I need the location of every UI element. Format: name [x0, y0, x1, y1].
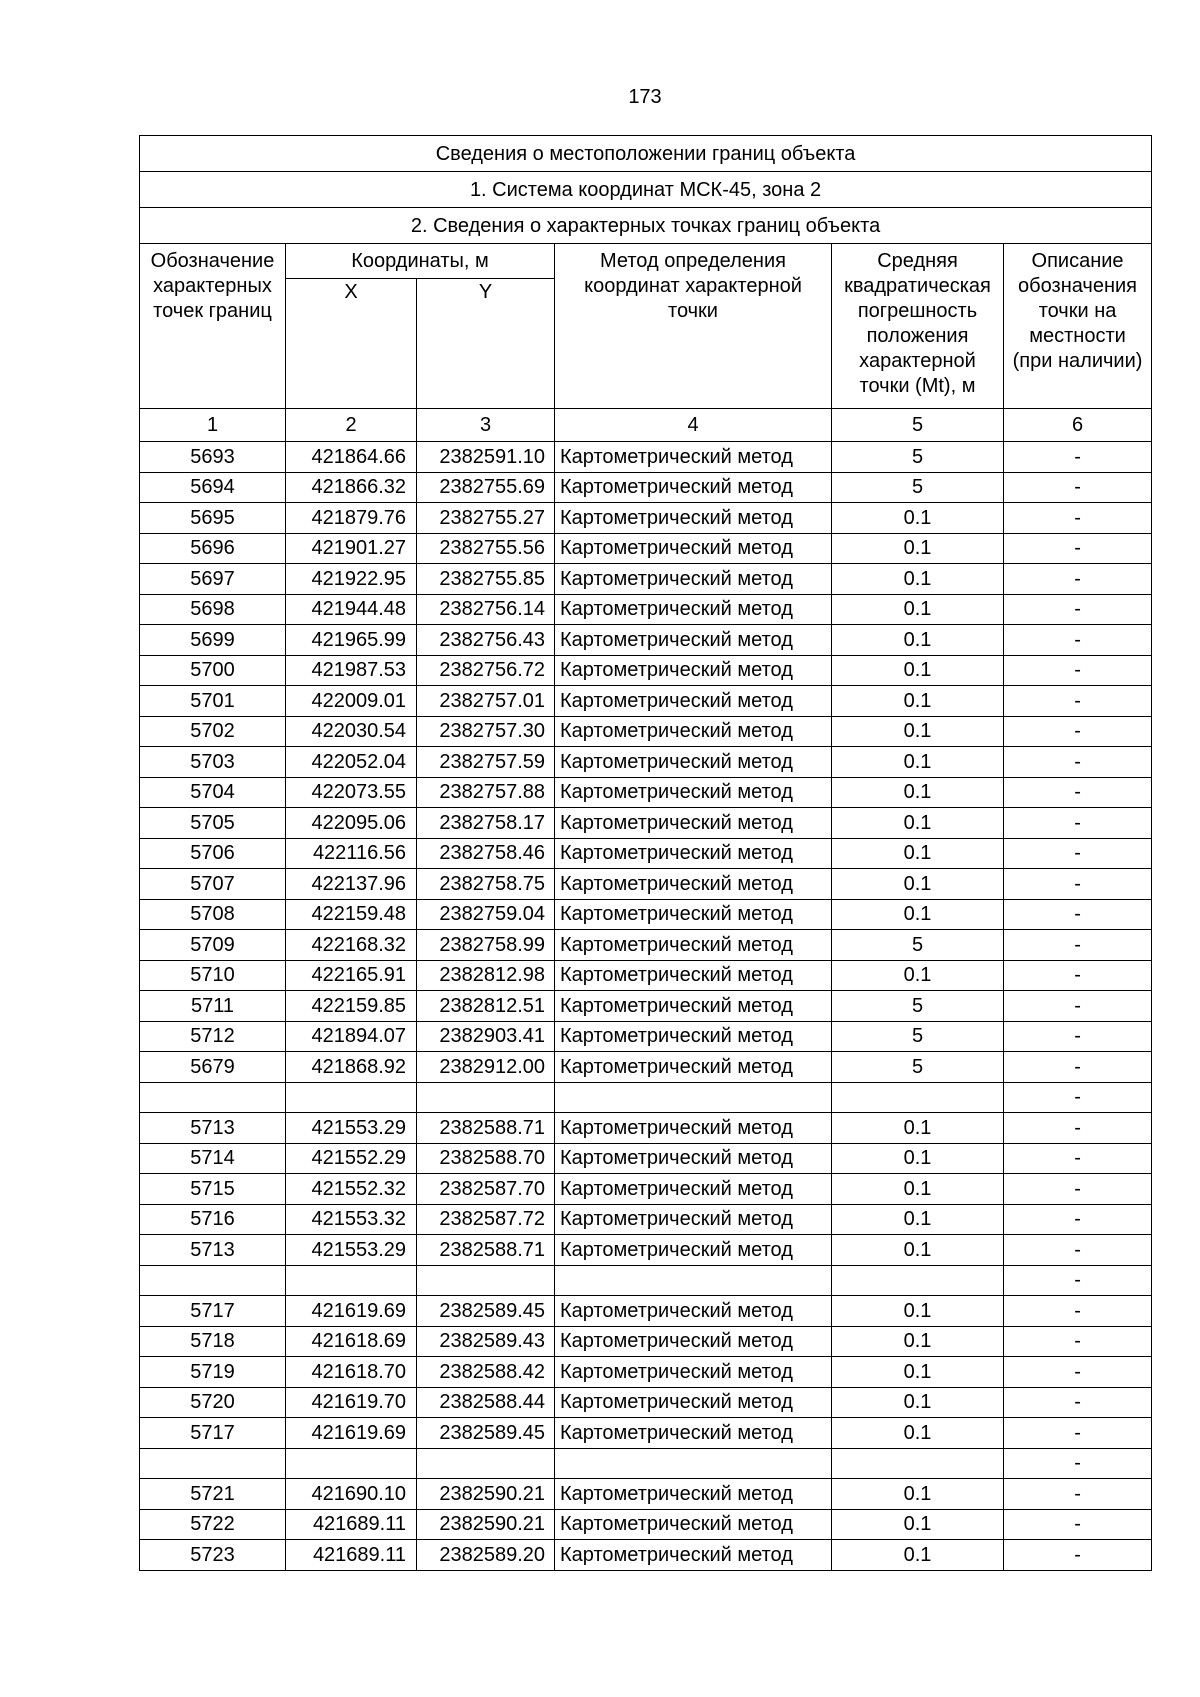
x-coordinate-cell: 422095.06	[286, 808, 417, 839]
x-coordinate-cell: 421689.11	[286, 1509, 417, 1540]
method-cell: Картометрический метод	[555, 716, 832, 747]
description-cell: -	[1004, 1357, 1152, 1388]
header-x: X	[286, 279, 417, 409]
point-id-cell: 5713	[140, 1113, 286, 1144]
point-id-cell: 5715	[140, 1174, 286, 1205]
y-coordinate-cell	[417, 1265, 555, 1296]
x-coordinate-cell	[286, 1082, 417, 1113]
x-coordinate-cell	[286, 1448, 417, 1479]
point-id-cell: 5679	[140, 1052, 286, 1083]
point-id-cell: 5706	[140, 838, 286, 869]
y-coordinate-cell: 2382590.21	[417, 1479, 555, 1510]
method-cell: Картометрический метод	[555, 869, 832, 900]
error-cell: 0.1	[832, 1143, 1004, 1174]
point-id-cell: 5721	[140, 1479, 286, 1510]
column-number: 5	[832, 409, 1004, 442]
y-coordinate-cell: 2382755.27	[417, 503, 555, 534]
table-row	[140, 747, 1152, 778]
table-row	[140, 930, 1152, 961]
error-cell: 0.1	[832, 503, 1004, 534]
point-id-cell: 5704	[140, 777, 286, 808]
error-cell: 0.1	[832, 716, 1004, 747]
table-row	[140, 1418, 1152, 1449]
table-row	[140, 1387, 1152, 1418]
error-cell: 0.1	[832, 1326, 1004, 1357]
header-error: Средняя квадратическая погрешность положения характерной точки (Mt), м	[832, 244, 1004, 409]
y-coordinate-cell: 2382756.43	[417, 625, 555, 656]
description-cell: -	[1004, 1387, 1152, 1418]
header-coordinates: Координаты, м	[286, 244, 555, 279]
description-cell: -	[1004, 442, 1152, 473]
error-cell: 0.1	[832, 1387, 1004, 1418]
table-row	[140, 533, 1152, 564]
point-id-cell	[140, 1448, 286, 1479]
column-number: 4	[555, 409, 832, 442]
point-id-cell: 5699	[140, 625, 286, 656]
error-cell: 5	[832, 930, 1004, 961]
error-cell: 0.1	[832, 625, 1004, 656]
description-cell: -	[1004, 1113, 1152, 1144]
point-id-cell	[140, 1082, 286, 1113]
method-cell: Картометрический метод	[555, 808, 832, 839]
column-number: 2	[286, 409, 417, 442]
method-cell: Картометрический метод	[555, 655, 832, 686]
point-id-cell: 5718	[140, 1326, 286, 1357]
y-coordinate-cell: 2382588.71	[417, 1113, 555, 1144]
error-cell: 0.1	[832, 747, 1004, 778]
x-coordinate-cell: 422168.32	[286, 930, 417, 961]
point-id-cell: 5720	[140, 1387, 286, 1418]
error-cell: 0.1	[832, 808, 1004, 839]
table-row	[140, 869, 1152, 900]
description-cell: -	[1004, 808, 1152, 839]
description-cell: -	[1004, 594, 1152, 625]
x-coordinate-cell: 421553.32	[286, 1204, 417, 1235]
point-id-cell: 5698	[140, 594, 286, 625]
x-coordinate-cell: 421619.70	[286, 1387, 417, 1418]
method-cell: Картометрический метод	[555, 1174, 832, 1205]
description-cell: -	[1004, 1204, 1152, 1235]
boundary-points-table	[139, 135, 1152, 1571]
description-cell: -	[1004, 869, 1152, 900]
method-cell: Картометрический метод	[555, 564, 832, 595]
y-coordinate-cell: 2382587.70	[417, 1174, 555, 1205]
table-row	[140, 1357, 1152, 1388]
description-cell: -	[1004, 1448, 1152, 1479]
error-cell: 0.1	[832, 777, 1004, 808]
column-number: 6	[1004, 409, 1152, 442]
point-id-cell: 5700	[140, 655, 286, 686]
point-id-cell: 5694	[140, 472, 286, 503]
method-cell: Картометрический метод	[555, 1021, 832, 1052]
table-row	[140, 991, 1152, 1022]
points-section-caption: 2. Сведения о характерных точках границ объекта	[140, 208, 1152, 244]
error-cell: 5	[832, 1052, 1004, 1083]
y-coordinate-cell: 2382903.41	[417, 1021, 555, 1052]
table-row	[140, 1143, 1152, 1174]
method-cell	[555, 1448, 832, 1479]
error-cell: 0.1	[832, 1357, 1004, 1388]
y-coordinate-cell	[417, 1082, 555, 1113]
x-coordinate-cell: 422030.54	[286, 716, 417, 747]
description-cell: -	[1004, 1418, 1152, 1449]
point-id-cell: 5716	[140, 1204, 286, 1235]
method-cell: Картометрический метод	[555, 1479, 832, 1510]
table-row	[140, 808, 1152, 839]
description-cell: -	[1004, 564, 1152, 595]
y-coordinate-cell: 2382757.88	[417, 777, 555, 808]
table-row	[140, 503, 1152, 534]
table-row	[140, 1540, 1152, 1571]
error-cell: 0.1	[832, 1540, 1004, 1571]
y-coordinate-cell: 2382589.45	[417, 1418, 555, 1449]
method-cell: Картометрический метод	[555, 533, 832, 564]
table-row	[140, 564, 1152, 595]
y-coordinate-cell: 2382756.14	[417, 594, 555, 625]
x-coordinate-cell: 421879.76	[286, 503, 417, 534]
y-coordinate-cell: 2382588.71	[417, 1235, 555, 1266]
column-numbers-row	[140, 409, 1152, 442]
method-cell: Картометрический метод	[555, 1387, 832, 1418]
description-cell: -	[1004, 1265, 1152, 1296]
y-coordinate-cell: 2382812.51	[417, 991, 555, 1022]
error-cell: 5	[832, 1021, 1004, 1052]
method-cell: Картометрический метод	[555, 1113, 832, 1144]
method-cell: Картометрический метод	[555, 1326, 832, 1357]
y-coordinate-cell: 2382758.46	[417, 838, 555, 869]
x-coordinate-cell: 421690.10	[286, 1479, 417, 1510]
description-cell: -	[1004, 991, 1152, 1022]
x-coordinate-cell: 421894.07	[286, 1021, 417, 1052]
y-coordinate-cell: 2382589.43	[417, 1326, 555, 1357]
table-row	[140, 899, 1152, 930]
x-coordinate-cell: 421553.29	[286, 1113, 417, 1144]
description-cell: -	[1004, 930, 1152, 961]
error-cell: 0.1	[832, 960, 1004, 991]
header-method: Метод определения координат характерной точки	[555, 244, 832, 409]
error-cell: 5	[832, 442, 1004, 473]
x-coordinate-cell: 422009.01	[286, 686, 417, 717]
point-id-cell: 5693	[140, 442, 286, 473]
method-cell	[555, 1265, 832, 1296]
method-cell: Картометрический метод	[555, 503, 832, 534]
x-coordinate-cell: 421868.92	[286, 1052, 417, 1083]
description-cell: -	[1004, 1296, 1152, 1327]
error-cell: 0.1	[832, 838, 1004, 869]
description-cell: -	[1004, 899, 1152, 930]
table-row	[140, 1204, 1152, 1235]
method-cell: Картометрический метод	[555, 472, 832, 503]
table-row	[140, 1021, 1152, 1052]
point-id-cell: 5709	[140, 930, 286, 961]
table-row	[140, 1448, 1152, 1479]
method-cell: Картометрический метод	[555, 777, 832, 808]
description-cell: -	[1004, 503, 1152, 534]
table-row	[140, 716, 1152, 747]
x-coordinate-cell: 421619.69	[286, 1418, 417, 1449]
table-row	[140, 442, 1152, 473]
method-cell: Картометрический метод	[555, 1204, 832, 1235]
y-coordinate-cell: 2382812.98	[417, 960, 555, 991]
x-coordinate-cell: 421866.32	[286, 472, 417, 503]
table-title: Сведения о местоположении границ объекта	[140, 136, 1152, 172]
description-cell: -	[1004, 655, 1152, 686]
y-coordinate-cell: 2382756.72	[417, 655, 555, 686]
description-cell: -	[1004, 1509, 1152, 1540]
method-cell: Картометрический метод	[555, 1296, 832, 1327]
page-number: 173	[628, 86, 662, 108]
x-coordinate-cell: 422116.56	[286, 838, 417, 869]
point-id-cell: 5710	[140, 960, 286, 991]
table-row	[140, 594, 1152, 625]
x-coordinate-cell: 421689.11	[286, 1540, 417, 1571]
method-cell: Картометрический метод	[555, 1418, 832, 1449]
method-cell: Картометрический метод	[555, 594, 832, 625]
y-coordinate-cell: 2382755.85	[417, 564, 555, 595]
point-id-cell: 5701	[140, 686, 286, 717]
description-cell: -	[1004, 1174, 1152, 1205]
header-description: Описание обозначения точки на местности (при наличии)	[1004, 244, 1152, 409]
point-id-cell: 5714	[140, 1143, 286, 1174]
method-cell: Картометрический метод	[555, 686, 832, 717]
description-cell: -	[1004, 533, 1152, 564]
point-id-cell: 5722	[140, 1509, 286, 1540]
error-cell: 0.1	[832, 1204, 1004, 1235]
table-row	[140, 686, 1152, 717]
table-row	[140, 655, 1152, 686]
table-row	[140, 625, 1152, 656]
x-coordinate-cell: 421987.53	[286, 655, 417, 686]
method-cell: Картометрический метод	[555, 960, 832, 991]
method-cell: Картометрический метод	[555, 1052, 832, 1083]
method-cell: Картометрический метод	[555, 1357, 832, 1388]
x-coordinate-cell: 421864.66	[286, 442, 417, 473]
x-coordinate-cell: 421552.29	[286, 1143, 417, 1174]
x-coordinate-cell: 421922.95	[286, 564, 417, 595]
table-row	[140, 1082, 1152, 1113]
y-coordinate-cell: 2382757.59	[417, 747, 555, 778]
header-y: Y	[417, 279, 555, 409]
method-cell: Картометрический метод	[555, 625, 832, 656]
x-coordinate-cell: 421553.29	[286, 1235, 417, 1266]
method-cell: Картометрический метод	[555, 930, 832, 961]
description-cell: -	[1004, 1235, 1152, 1266]
error-cell: 0.1	[832, 1113, 1004, 1144]
method-cell	[555, 1082, 832, 1113]
point-id-cell: 5697	[140, 564, 286, 595]
table-row	[140, 472, 1152, 503]
table-row	[140, 1052, 1152, 1083]
error-cell: 5	[832, 991, 1004, 1022]
header-point-designation: Обозначение характерных точек границ	[140, 244, 286, 409]
error-cell: 0.1	[832, 1174, 1004, 1205]
y-coordinate-cell: 2382589.45	[417, 1296, 555, 1327]
y-coordinate-cell: 2382912.00	[417, 1052, 555, 1083]
description-cell: -	[1004, 716, 1152, 747]
y-coordinate-cell: 2382755.56	[417, 533, 555, 564]
method-cell: Картометрический метод	[555, 899, 832, 930]
y-coordinate-cell: 2382757.01	[417, 686, 555, 717]
y-coordinate-cell: 2382589.20	[417, 1540, 555, 1571]
table-row	[140, 1265, 1152, 1296]
point-id-cell: 5705	[140, 808, 286, 839]
point-id-cell	[140, 1265, 286, 1296]
description-cell: -	[1004, 838, 1152, 869]
method-cell: Картометрический метод	[555, 838, 832, 869]
y-coordinate-cell: 2382755.69	[417, 472, 555, 503]
description-cell: -	[1004, 1021, 1152, 1052]
error-cell	[832, 1265, 1004, 1296]
x-coordinate-cell: 421965.99	[286, 625, 417, 656]
x-coordinate-cell: 422073.55	[286, 777, 417, 808]
description-cell: -	[1004, 777, 1152, 808]
point-id-cell: 5713	[140, 1235, 286, 1266]
table-row	[140, 1326, 1152, 1357]
point-id-cell: 5708	[140, 899, 286, 930]
x-coordinate-cell: 421618.70	[286, 1357, 417, 1388]
y-coordinate-cell: 2382590.21	[417, 1509, 555, 1540]
error-cell: 0.1	[832, 1509, 1004, 1540]
x-coordinate-cell: 422052.04	[286, 747, 417, 778]
error-cell: 0.1	[832, 1479, 1004, 1510]
table-row	[140, 1113, 1152, 1144]
table-row	[140, 1174, 1152, 1205]
table-row	[140, 1296, 1152, 1327]
y-coordinate-cell: 2382757.30	[417, 716, 555, 747]
table-row	[140, 960, 1152, 991]
y-coordinate-cell: 2382758.17	[417, 808, 555, 839]
method-cell: Картометрический метод	[555, 442, 832, 473]
error-cell: 0.1	[832, 533, 1004, 564]
y-coordinate-cell: 2382591.10	[417, 442, 555, 473]
coordinate-system-caption: 1. Система координат МСК-45, зона 2	[140, 172, 1152, 208]
method-cell: Картометрический метод	[555, 1540, 832, 1571]
description-cell: -	[1004, 472, 1152, 503]
point-id-cell: 5717	[140, 1418, 286, 1449]
table-row	[140, 777, 1152, 808]
point-id-cell: 5703	[140, 747, 286, 778]
description-cell: -	[1004, 686, 1152, 717]
x-coordinate-cell: 421618.69	[286, 1326, 417, 1357]
description-cell: -	[1004, 1479, 1152, 1510]
error-cell: 0.1	[832, 1235, 1004, 1266]
point-id-cell: 5717	[140, 1296, 286, 1327]
error-cell	[832, 1448, 1004, 1479]
x-coordinate-cell: 422165.91	[286, 960, 417, 991]
error-cell: 0.1	[832, 1296, 1004, 1327]
description-cell: -	[1004, 1052, 1152, 1083]
error-cell: 0.1	[832, 594, 1004, 625]
method-cell: Картометрический метод	[555, 1143, 832, 1174]
error-cell: 5	[832, 472, 1004, 503]
point-id-cell: 5702	[140, 716, 286, 747]
error-cell: 0.1	[832, 655, 1004, 686]
description-cell: -	[1004, 1540, 1152, 1571]
x-coordinate-cell: 421944.48	[286, 594, 417, 625]
description-cell: -	[1004, 960, 1152, 991]
y-coordinate-cell: 2382759.04	[417, 899, 555, 930]
point-id-cell: 5711	[140, 991, 286, 1022]
error-cell: 0.1	[832, 869, 1004, 900]
description-cell: -	[1004, 1082, 1152, 1113]
description-cell: -	[1004, 747, 1152, 778]
error-cell: 0.1	[832, 899, 1004, 930]
method-cell: Картометрический метод	[555, 1235, 832, 1266]
x-coordinate-cell: 421901.27	[286, 533, 417, 564]
y-coordinate-cell: 2382588.42	[417, 1357, 555, 1388]
error-cell: 0.1	[832, 686, 1004, 717]
point-id-cell: 5719	[140, 1357, 286, 1388]
point-id-cell: 5696	[140, 533, 286, 564]
point-id-cell: 5707	[140, 869, 286, 900]
column-number: 1	[140, 409, 286, 442]
table-row	[140, 838, 1152, 869]
table-row	[140, 1235, 1152, 1266]
error-cell	[832, 1082, 1004, 1113]
point-id-cell: 5712	[140, 1021, 286, 1052]
point-id-cell: 5695	[140, 503, 286, 534]
y-coordinate-cell: 2382758.99	[417, 930, 555, 961]
x-coordinate-cell: 422159.85	[286, 991, 417, 1022]
x-coordinate-cell: 421619.69	[286, 1296, 417, 1327]
error-cell: 0.1	[832, 564, 1004, 595]
table-row	[140, 1479, 1152, 1510]
method-cell: Картометрический метод	[555, 991, 832, 1022]
error-cell: 0.1	[832, 1418, 1004, 1449]
point-id-cell: 5723	[140, 1540, 286, 1571]
x-coordinate-cell	[286, 1265, 417, 1296]
description-cell: -	[1004, 1143, 1152, 1174]
y-coordinate-cell: 2382587.72	[417, 1204, 555, 1235]
y-coordinate-cell	[417, 1448, 555, 1479]
y-coordinate-cell: 2382588.70	[417, 1143, 555, 1174]
x-coordinate-cell: 421552.32	[286, 1174, 417, 1205]
column-number: 3	[417, 409, 555, 442]
table-row	[140, 1509, 1152, 1540]
y-coordinate-cell: 2382588.44	[417, 1387, 555, 1418]
method-cell: Картометрический метод	[555, 1509, 832, 1540]
method-cell: Картометрический метод	[555, 747, 832, 778]
description-cell: -	[1004, 625, 1152, 656]
x-coordinate-cell: 422159.48	[286, 899, 417, 930]
x-coordinate-cell: 422137.96	[286, 869, 417, 900]
y-coordinate-cell: 2382758.75	[417, 869, 555, 900]
description-cell: -	[1004, 1326, 1152, 1357]
